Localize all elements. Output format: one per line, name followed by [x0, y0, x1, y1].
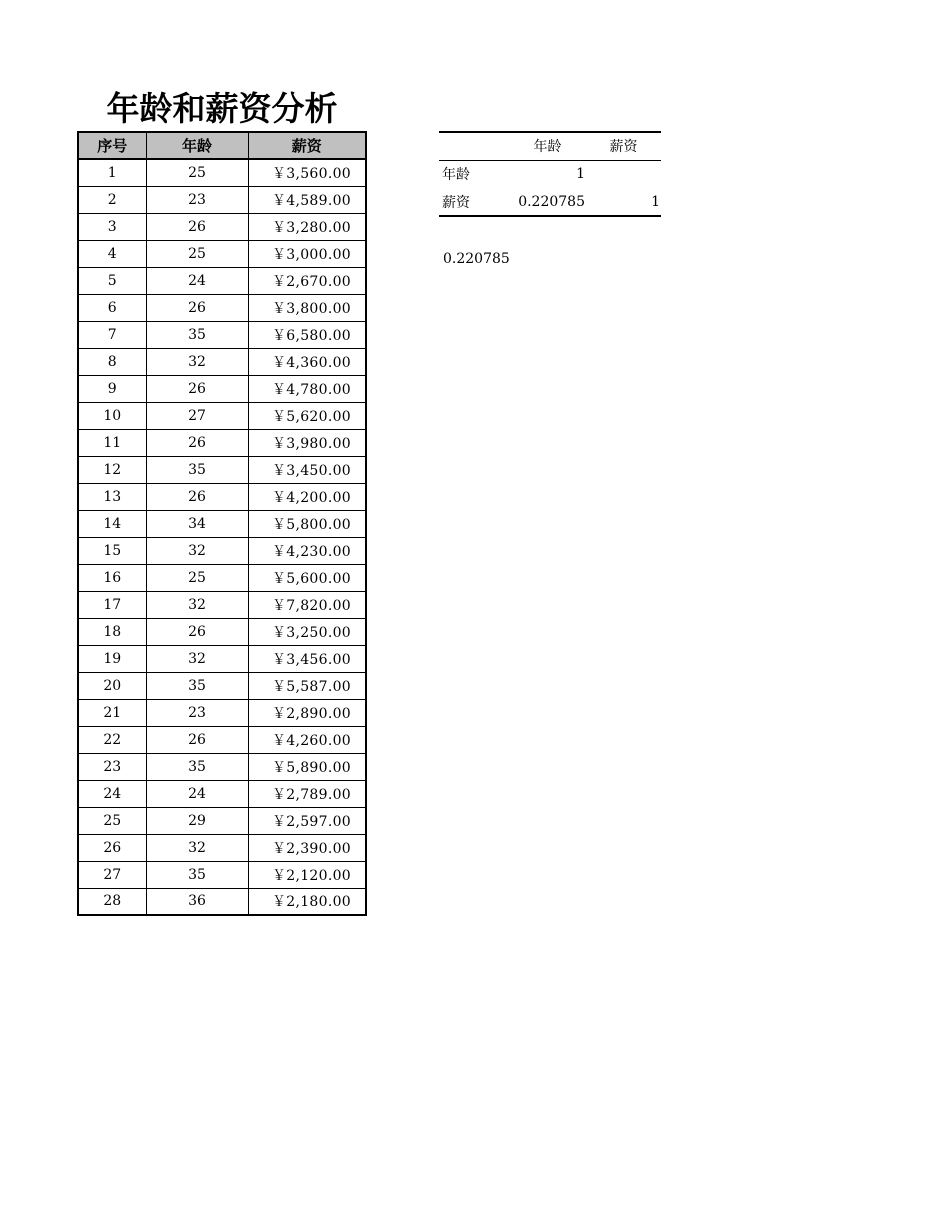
table-row	[78, 483, 366, 510]
cell-age[interactable]: 32	[146, 348, 248, 375]
cell-salary[interactable]: ￥2,789.00	[248, 780, 366, 807]
cell-index[interactable]: 24	[78, 780, 146, 807]
table-row	[78, 186, 366, 213]
cell-index[interactable]: 17	[78, 591, 146, 618]
table-row	[78, 321, 366, 348]
cell-age[interactable]: 26	[146, 429, 248, 456]
cell-index[interactable]: 11	[78, 429, 146, 456]
cell-salary[interactable]: ￥4,260.00	[248, 726, 366, 753]
cell-salary[interactable]: ￥5,890.00	[248, 753, 366, 780]
cell-salary[interactable]: ￥2,670.00	[248, 267, 366, 294]
column-header-salary[interactable]: 薪资	[248, 132, 366, 159]
table-row	[78, 618, 366, 645]
correlation-cell[interactable]: 0.220785	[518, 193, 585, 210]
cell-salary[interactable]: ￥5,620.00	[248, 402, 366, 429]
cell-age[interactable]: 26	[146, 618, 248, 645]
cell-index[interactable]: 25	[78, 807, 146, 834]
table-row	[78, 672, 366, 699]
cell-index[interactable]: 12	[78, 456, 146, 483]
cell-salary[interactable]: ￥3,800.00	[248, 294, 366, 321]
cell-index[interactable]: 23	[78, 753, 146, 780]
correlation-row-salary	[439, 188, 661, 216]
cell-salary[interactable]: ￥2,120.00	[248, 861, 366, 888]
cell-age[interactable]: 35	[146, 672, 248, 699]
cell-index[interactable]: 26	[78, 834, 146, 861]
cell-age[interactable]: 26	[146, 726, 248, 753]
cell-age[interactable]: 25	[146, 159, 248, 186]
table-header-row	[78, 132, 366, 159]
cell-salary[interactable]: ￥4,200.00	[248, 483, 366, 510]
cell-salary[interactable]: ￥3,280.00	[248, 213, 366, 240]
cell-index[interactable]: 19	[78, 645, 146, 672]
cell-age[interactable]: 26	[146, 294, 248, 321]
cell-salary[interactable]: ￥2,890.00	[248, 699, 366, 726]
table-row	[78, 267, 366, 294]
cell-salary[interactable]: ￥5,587.00	[248, 672, 366, 699]
cell-index[interactable]: 20	[78, 672, 146, 699]
cell-index[interactable]: 1	[78, 159, 146, 186]
cell-age[interactable]: 35	[146, 456, 248, 483]
table-row	[78, 375, 366, 402]
cell-salary[interactable]: ￥3,980.00	[248, 429, 366, 456]
table-row	[78, 807, 366, 834]
correlation-cell[interactable]: 1	[651, 193, 660, 210]
cell-age[interactable]: 25	[146, 240, 248, 267]
correlation-row-label[interactable]: 薪资	[442, 194, 470, 211]
table-row	[78, 753, 366, 780]
cell-index[interactable]: 2	[78, 186, 146, 213]
cell-index[interactable]: 10	[78, 402, 146, 429]
table-row	[78, 537, 366, 564]
correlation-header-age[interactable]: 年龄	[509, 132, 586, 160]
table-row	[78, 294, 366, 321]
cell-index[interactable]: 5	[78, 267, 146, 294]
table-row	[78, 402, 366, 429]
cell-salary[interactable]: ￥2,597.00	[248, 807, 366, 834]
cell-salary[interactable]: ￥5,800.00	[248, 510, 366, 537]
cell-salary[interactable]: ￥5,600.00	[248, 564, 366, 591]
cell-salary[interactable]: ￥2,390.00	[248, 834, 366, 861]
cell-salary[interactable]: ￥4,589.00	[248, 186, 366, 213]
cell-index[interactable]: 4	[78, 240, 146, 267]
table-row	[78, 834, 366, 861]
cell-index[interactable]: 13	[78, 483, 146, 510]
salary-table-body	[78, 159, 366, 915]
table-row	[78, 645, 366, 672]
correlation-header-salary[interactable]: 薪资	[586, 132, 661, 160]
cell-age[interactable]: 34	[146, 510, 248, 537]
table-row	[78, 348, 366, 375]
correlation-header-row	[439, 132, 661, 160]
cell-salary[interactable]: ￥3,000.00	[248, 240, 366, 267]
cell-salary[interactable]: ￥2,180.00	[248, 888, 366, 915]
cell-salary[interactable]: ￥6,580.00	[248, 321, 366, 348]
table-row	[78, 213, 366, 240]
table-row	[78, 888, 366, 915]
table-row	[78, 429, 366, 456]
cell-age[interactable]: 32	[146, 645, 248, 672]
cell-age[interactable]: 35	[146, 321, 248, 348]
cell-age[interactable]: 23	[146, 186, 248, 213]
salary-table	[77, 131, 367, 916]
correlation-cell[interactable]: 1	[576, 166, 585, 183]
table-row	[78, 861, 366, 888]
column-header-age[interactable]: 年龄	[146, 132, 248, 159]
cell-salary[interactable]: ￥3,560.00	[248, 159, 366, 186]
cell-index[interactable]: 22	[78, 726, 146, 753]
cell-salary[interactable]: ￥7,820.00	[248, 591, 366, 618]
cell-age[interactable]: 25	[146, 564, 248, 591]
cell-index[interactable]: 21	[78, 699, 146, 726]
cell-index[interactable]: 6	[78, 294, 146, 321]
cell-index[interactable]: 18	[78, 618, 146, 645]
correlation-cell[interactable]	[586, 160, 661, 188]
cell-index[interactable]: 14	[78, 510, 146, 537]
table-row	[78, 726, 366, 753]
cell-salary[interactable]: ￥3,250.00	[248, 618, 366, 645]
cell-salary[interactable]: ￥4,780.00	[248, 375, 366, 402]
correlation-header-blank[interactable]	[439, 132, 509, 160]
cell-age[interactable]: 24	[146, 780, 248, 807]
cell-age[interactable]: 36	[146, 888, 248, 915]
cell-age[interactable]: 26	[146, 375, 248, 402]
cell-salary[interactable]: ￥3,450.00	[248, 456, 366, 483]
table-row	[78, 159, 366, 186]
table-row	[78, 591, 366, 618]
table-row	[78, 564, 366, 591]
cell-salary[interactable]: ￥4,230.00	[248, 537, 366, 564]
cell-salary[interactable]: ￥3,456.00	[248, 645, 366, 672]
cell-index[interactable]: 9	[78, 375, 146, 402]
cell-age[interactable]: 26	[146, 483, 248, 510]
table-row	[78, 240, 366, 267]
table-row	[78, 780, 366, 807]
correlation-table	[439, 131, 661, 217]
cell-index[interactable]: 27	[78, 861, 146, 888]
cell-index[interactable]: 3	[78, 213, 146, 240]
cell-age[interactable]: 32	[146, 834, 248, 861]
cell-index[interactable]: 8	[78, 348, 146, 375]
column-header-index[interactable]: 序号	[78, 132, 146, 159]
page-title: 年龄和薪资分析	[106, 89, 338, 128]
cell-index[interactable]: 7	[78, 321, 146, 348]
cell-age[interactable]: 24	[146, 267, 248, 294]
table-row	[78, 510, 366, 537]
correlation-row-age	[439, 160, 661, 188]
cell-age[interactable]: 35	[146, 753, 248, 780]
cell-age[interactable]: 32	[146, 591, 248, 618]
table-row	[78, 456, 366, 483]
cell-index[interactable]: 28	[78, 888, 146, 915]
cell-age[interactable]: 29	[146, 807, 248, 834]
cell-index[interactable]: 16	[78, 564, 146, 591]
cell-salary[interactable]: ￥4,360.00	[248, 348, 366, 375]
cell-age[interactable]: 23	[146, 699, 248, 726]
correlation-result-cell[interactable]: 0.220785	[443, 251, 510, 267]
cell-age[interactable]: 32	[146, 537, 248, 564]
table-row	[78, 699, 366, 726]
cell-index[interactable]: 15	[78, 537, 146, 564]
correlation-row-label[interactable]: 年龄	[442, 167, 470, 184]
cell-age[interactable]: 27	[146, 402, 248, 429]
cell-age[interactable]: 35	[146, 861, 248, 888]
cell-age[interactable]: 26	[146, 213, 248, 240]
